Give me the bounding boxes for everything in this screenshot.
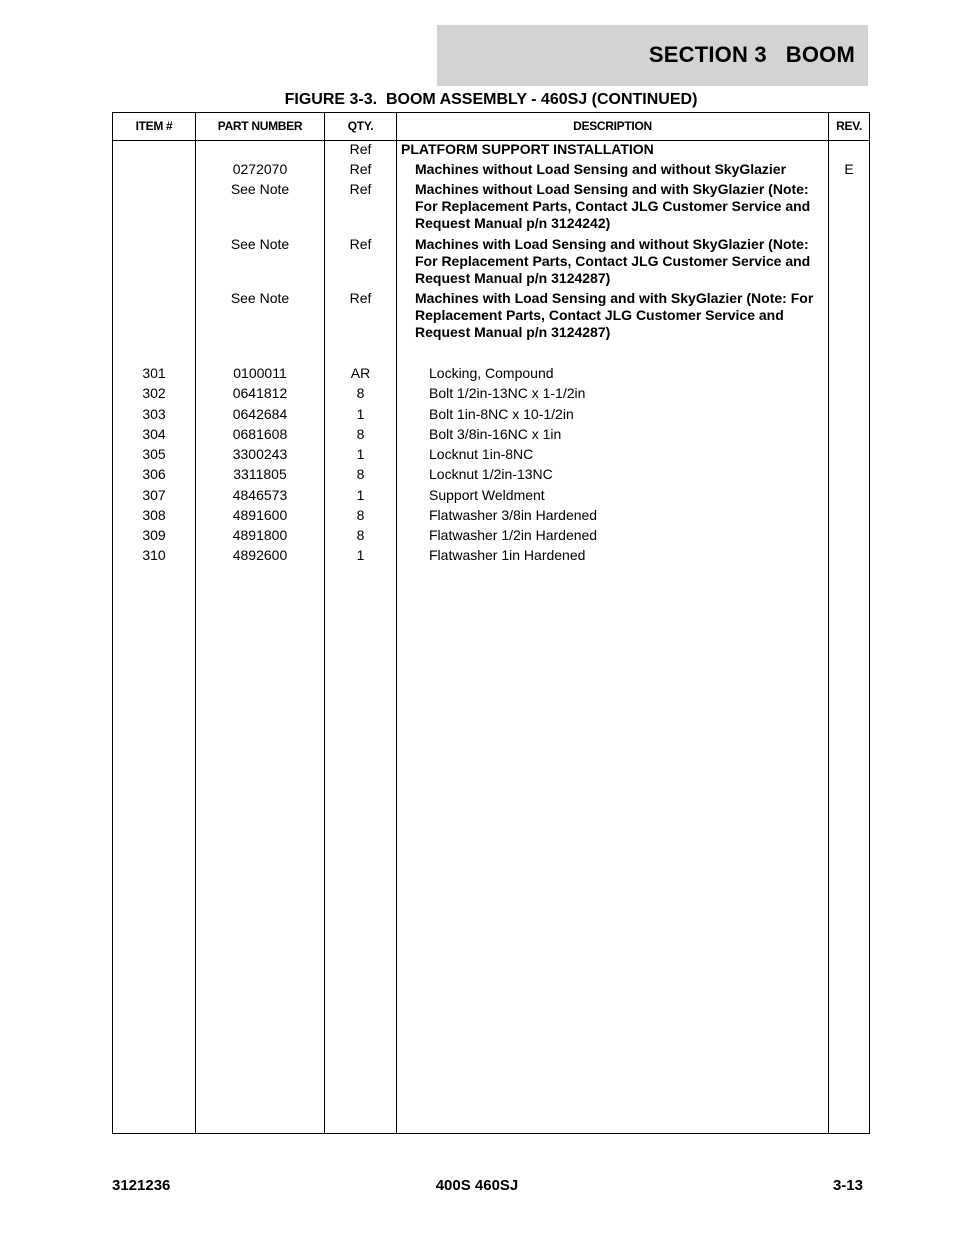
- qty-cell: 8: [356, 466, 365, 482]
- description-cell: PLATFORM SUPPORT INSTALLATION: [401, 141, 654, 157]
- item-number-cell: 308: [142, 507, 166, 523]
- qty-cell: 8: [356, 527, 365, 543]
- section-title: SECTION 3 BOOM: [648, 42, 855, 67]
- footer-page-number: 3-13: [832, 1177, 863, 1194]
- description-cell: Machines without Load Sensing and with SkyGlazier (Note: For Replacement Parts, Contact JLG Customer Service and Request Manual p/n 3124242): [415, 181, 811, 231]
- qty-cell: 8: [356, 507, 365, 523]
- item-number-cell: 304: [142, 426, 166, 442]
- part-number-cell: 0100011: [233, 365, 287, 381]
- item-number-cell: 306: [142, 466, 166, 482]
- qty-cell: 8: [356, 426, 365, 442]
- description-cell: Flatwasher 1/2in Hardened: [429, 527, 598, 543]
- column-divider: [324, 113, 325, 1133]
- description-cell: Bolt 1/2in-13NC x 1-1/2in: [429, 385, 586, 401]
- description-cell: Support Weldment: [429, 487, 545, 503]
- column-header-part-number: PART NUMBER: [217, 119, 303, 133]
- item-number-cell: 309: [142, 527, 166, 543]
- description-cell: Flatwasher 1in Hardened: [429, 547, 586, 563]
- item-number-cell: 305: [142, 446, 166, 462]
- column-divider: [396, 113, 397, 1133]
- part-number-cell: See Note: [230, 290, 290, 306]
- item-number-cell: 301: [142, 365, 166, 381]
- qty-cell: 1: [356, 446, 365, 462]
- section-header-banner: [437, 25, 868, 86]
- item-number-cell: 307: [142, 487, 166, 503]
- item-number-cell: 310: [142, 547, 166, 563]
- qty-cell: 1: [356, 487, 365, 503]
- description-cell: Flatwasher 3/8in Hardened: [429, 507, 598, 523]
- part-number-cell: 4891600: [232, 507, 288, 523]
- part-number-cell: 4846573: [232, 487, 288, 503]
- part-number-cell: 0641812: [232, 385, 288, 401]
- part-number-cell: 4891800: [232, 527, 288, 543]
- part-number-cell: See Note: [230, 181, 290, 197]
- part-number-cell: 4892600: [232, 547, 288, 563]
- part-number-cell: 0681608: [232, 426, 288, 442]
- qty-cell: 1: [356, 406, 365, 422]
- column-divider: [828, 113, 829, 1133]
- column-header-rev: REV.: [836, 119, 862, 133]
- qty-cell: Ref: [349, 141, 372, 157]
- part-number-cell: 0642684: [232, 406, 288, 422]
- rev-cell: E: [844, 161, 854, 177]
- figure-title: FIGURE 3-3. BOOM ASSEMBLY - 460SJ (CONTINUED): [284, 91, 698, 108]
- part-number-cell: 3300243: [232, 446, 288, 462]
- qty-cell: 1: [356, 547, 365, 563]
- column-header-qty: QTY.: [347, 119, 374, 133]
- qty-cell: Ref: [349, 161, 372, 177]
- part-number-cell: 0272070: [232, 161, 288, 177]
- qty-cell: 8: [356, 385, 365, 401]
- column-header-description: DESCRIPTION: [573, 119, 652, 133]
- qty-cell: Ref: [349, 181, 372, 197]
- column-divider: [195, 113, 196, 1133]
- part-number-cell: See Note: [230, 236, 290, 252]
- description-cell: Machines with Load Sensing and with SkyGlazier (Note: For Replacement Parts, Contact JLG Customer Service and Request Manual p/n 3124287): [415, 290, 814, 340]
- description-cell: Machines with Load Sensing and without SkyGlazier (Note: For Replacement Parts, Contact JLG Customer Service and Request Manual p/n 3124287): [415, 236, 811, 286]
- footer-model: 400S 460SJ: [435, 1177, 519, 1194]
- item-number-cell: 303: [142, 406, 166, 422]
- qty-cell: Ref: [349, 290, 372, 306]
- column-header-item: ITEM #: [135, 119, 173, 133]
- part-number-cell: 3311805: [233, 466, 287, 482]
- qty-cell: Ref: [349, 236, 372, 252]
- description-cell: Bolt 3/8in-16NC x 1in: [429, 426, 562, 442]
- footer-document-number: 3121236: [112, 1177, 171, 1194]
- item-number-cell: 302: [142, 385, 166, 401]
- description-cell: Locking, Compound: [429, 365, 554, 381]
- description-cell: Machines without Load Sensing and without SkyGlazier: [415, 161, 787, 177]
- description-cell: Locknut 1in-8NC: [429, 446, 534, 462]
- qty-cell: AR: [350, 365, 371, 381]
- description-cell: Bolt 1in-8NC x 10-1/2in: [429, 406, 574, 422]
- parts-table: [112, 112, 870, 1134]
- description-cell: Locknut 1/2in-13NC: [429, 466, 553, 482]
